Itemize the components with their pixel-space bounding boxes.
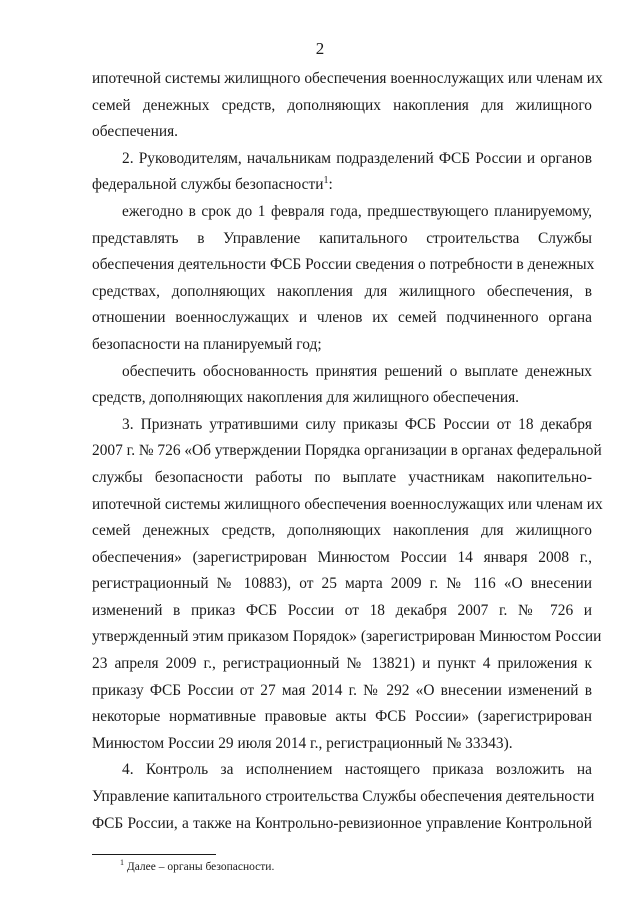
text-line <box>92 172 592 199</box>
text-line: семей денежных средств, дополняющих накопления для жилищного <box>92 96 592 114</box>
footnote-mark: 1 <box>120 858 124 868</box>
text-line: отношении военнослужащих и членов их семей подчиненного органа <box>92 309 592 327</box>
text-line: безопасности на планируемый год; <box>92 335 322 353</box>
text-line: Минюстом России 29 июля 2014 г., регистрационный № 33343). <box>92 734 513 752</box>
paragraph-2-start: 2. Руководителям, начальникам подразделений ФСБ России и органов <box>122 149 592 167</box>
subparagraph-start: ежегодно в срок до 1 февраля года, предшествующего планируемому, <box>122 202 592 220</box>
text-line: ипотечной системы жилищного обеспечения военнослужащих или членам их <box>92 70 603 87</box>
text-line: средствах, дополняющих накопления для жилищного обеспечения, в <box>92 282 592 300</box>
text-line: 23 апреля 2009 г., регистрационный № 13821) и пункт 4 приложения к <box>92 655 592 673</box>
footnote-text: Далее – органы безопасности. <box>126 861 275 873</box>
text-line: некоторые нормативные правовые акты ФСБ России» (зарегистрирован <box>92 708 592 726</box>
text-line: регистрационный № 10883), от 25 марта 2009 г. № 116 «О внесении <box>92 575 592 593</box>
text-line: обеспечения» (зарегистрирован Минюстом России 14 января 2008 г., <box>92 548 592 566</box>
page-number: 2 <box>315 39 325 58</box>
text-line: службы безопасности работы по выплате участникам накопительно- <box>92 468 592 486</box>
subparagraph-start: обеспечить обоснованность принятия решений о выплате денежных <box>122 362 592 380</box>
footnote <box>120 858 275 873</box>
text-line: семей денежных средств, дополняющих накопления для жилищного <box>92 522 592 540</box>
text-line: утвержденный этим приказом Порядок» (зарегистрирован Минюстом России <box>92 628 602 646</box>
text-line: ФСБ России, а также на Контрольно-ревизионное управление Контрольной <box>92 814 592 832</box>
paragraph-4-start: 4. Контроль за исполнением настоящего приказа возложить на <box>122 761 592 779</box>
text-line: 2007 г. № 726 «Об утверждении Порядка организации в органах федеральной <box>92 442 602 460</box>
document-body <box>92 66 603 837</box>
text-line: обеспечения. <box>92 123 179 141</box>
text-line: представлять в Управление капитального строительства Службы <box>92 229 592 247</box>
text-line: ипотечной системы жилищного обеспечения военнослужащих или членам их <box>92 495 603 513</box>
footnote-ref-text: федеральной службы безопасности <box>92 176 324 194</box>
text-line: обеспечения деятельности ФСБ России сведения о потребности в денежных <box>92 256 595 274</box>
text-line: средств, дополняющих накопления для жилищного обеспечения. <box>92 389 519 407</box>
footnote-ref-after: : <box>328 176 333 194</box>
text-line: изменений в приказ ФСБ России от 18 декабря 2007 г. № 726 и <box>92 601 592 619</box>
text-line: приказу ФСБ России от 27 мая 2014 г. № 292 «О внесении изменений в <box>92 681 592 699</box>
text-line: Управление капитального строительства Службы обеспечения деятельности <box>92 788 595 806</box>
paragraph-3-start: 3. Признать утратившими силу приказы ФСБ России от 18 декабря <box>122 415 592 433</box>
footnote-divider <box>92 854 216 855</box>
footnote-ref-mark: 1 <box>323 175 329 187</box>
